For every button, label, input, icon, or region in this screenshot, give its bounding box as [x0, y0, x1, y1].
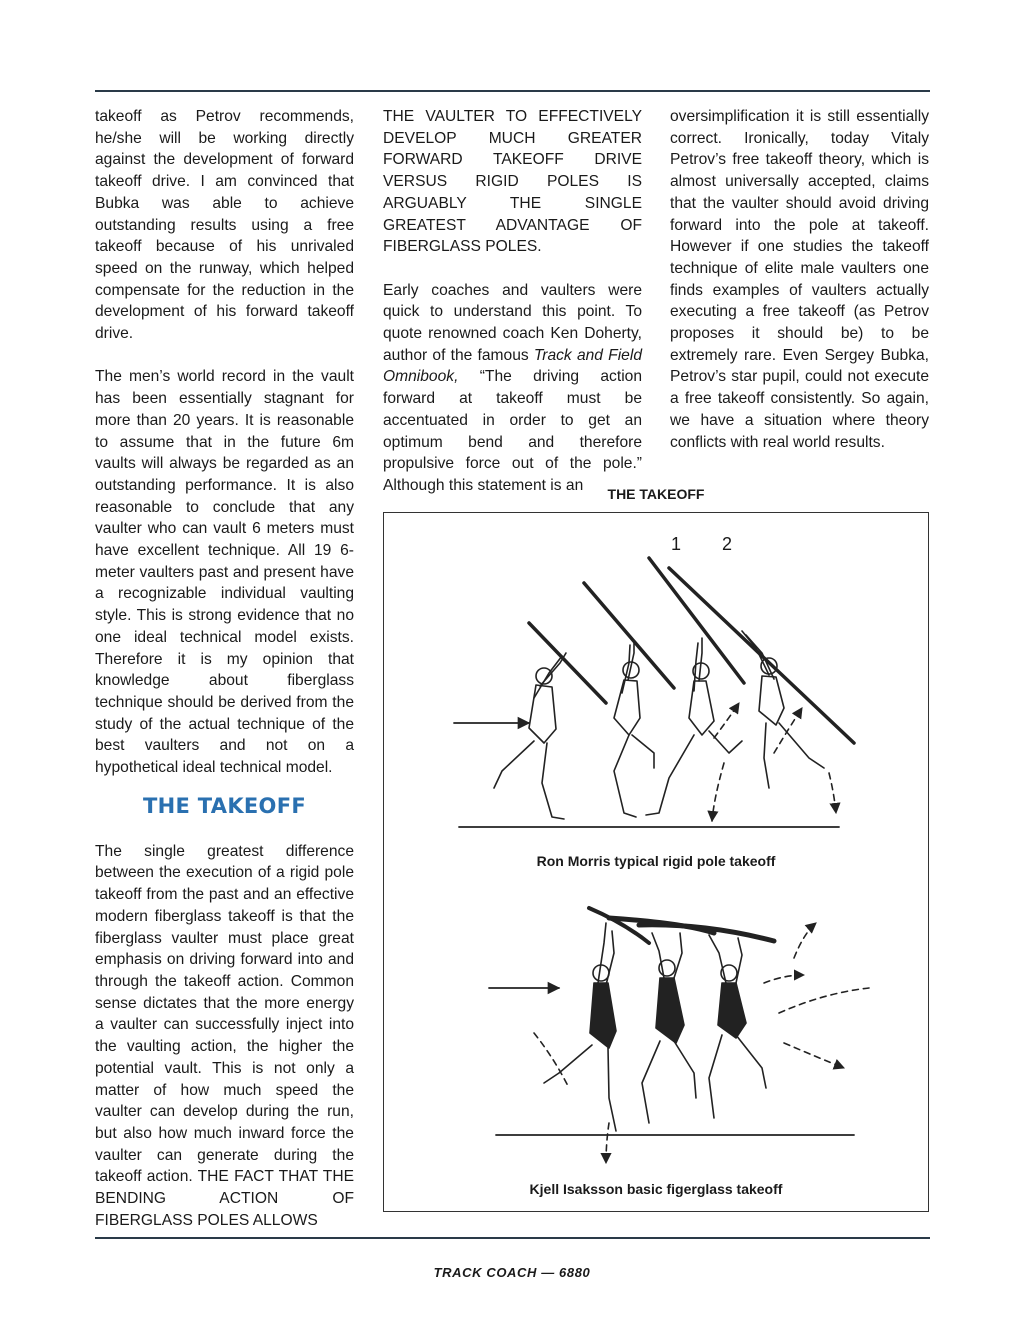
section-title: THE TAKEOFF	[143, 793, 306, 818]
pole-1	[529, 623, 606, 703]
top-rule	[95, 90, 930, 92]
book-title: Track and Field Omnibook,	[383, 346, 642, 386]
caption-fiberglass: Kjell Isaksson basic figerglass takeoff	[529, 1181, 783, 1197]
figure-heading: THE TAKEOFF	[607, 486, 705, 502]
col3-paragraph-1: oversimplification it is still essentially correct. Ironically, today Vitaly Petrov’s free takeoff theory, which is almost universally accepted, claims that the vaulter should avoid driving forward into the pole at takeoff. However if one studies the takeoff technique of elite male vaulters one finds examples of vaulters actually executing a free takeoff (as Petrov proposes it should be) to be extremely rare. Even Sergey Bubka, Petrov’s star pupil, could not execute a free takeoff consistently. So again, we have a situation where theory conflicts with real world results.	[670, 108, 929, 451]
page-footer: TRACK COACH — 6880	[433, 1265, 591, 1280]
col1-paragraph-2: The men’s world record in the vault has been essentially stagnant for more than 20 years. It is reasonable to assume that in the future 6m vaults will always be regarded as an outstanding performance. It is also reasonable to conclude that any vaulter who can vault 6 meters must have excellent technique. All 19 6-meter vaulters past and present have a recognizable individual vaulting style. This is strong evidence that no one ideal technical model exists. Therefore it is my opinion that knowledge about fiberglass technique should be derived from the study of the actual technique of the best vaulters and not on a hypothetical ideal technical model.	[95, 368, 354, 777]
fiberglass-vaulter-3	[709, 935, 766, 1118]
fiberglass-vaulter-1	[544, 923, 616, 1131]
rigid-pole-takeoff-illustration	[454, 558, 854, 827]
caption-rigid-pole: Ron Morris typical rigid pole takeoff	[536, 853, 776, 869]
bottom-rule	[95, 1237, 930, 1239]
vaulter-figure-4	[742, 631, 824, 788]
col2-text-b: “The driving action forward at takeoff must be accentuated in order to get an optimum bend and therefore propulsive force out of the pole.” Although this statement is an	[383, 368, 642, 494]
vaulter-figure-2	[614, 641, 654, 817]
column-3	[670, 106, 929, 453]
column-2	[383, 106, 642, 497]
col1-paragraph-1: takeoff as Petrov recommends, he/she will be working directly against the development of forward takeoff drive. I am convinced that Bubka was able to achieve outstanding results using a free takeoff because of his unrivaled speed on the runway, which helped compensate for the reduction in the development of his forward takeoff drive.	[95, 108, 354, 343]
fiberglass-vaulter-2	[642, 933, 696, 1123]
col1-paragraph-3: The single greatest difference between the execution of a rigid pole takeoff from the past and an effective modern fiberglass takeoff is that the fiberglass vaulter must place great emphasis on driving forward into and through the takeoff action. Common sense dictates that the more energy a vaulter can successfully inject into the vaulting action, the higher the potential vault. This is not only a matter of how much speed the vaulter can develop during the run, but also how much inward force the vaulter can generate during the takeoff action. THE FACT THAT THE BENDING ACTION OF FIBERGLASS POLES ALLOWS	[95, 842, 354, 1229]
figure-box	[383, 512, 929, 1212]
figure-label-1: 1	[671, 534, 682, 554]
col2-text-a: Early coaches and vaulters were quick to understand this point. To quote renowned coach Ken Doherty, author of the famous	[383, 281, 642, 364]
col2-paragraph-2	[383, 280, 642, 497]
figure-label-2: 2	[722, 534, 733, 554]
vaulter-figure-1	[494, 653, 566, 819]
col2-paragraph-1: THE VAULTER TO EFFECTIVELY DEVELOP MUCH GREATER FORWARD TAKEOFF DRIVE VERSUS RIGID POLES IS ARGUABLY THE SINGLE GREATEST ADVANTAGE OF FIBERGLASS POLES.	[383, 108, 642, 256]
vaulter-figure-3	[646, 638, 742, 815]
column-1	[95, 106, 354, 1231]
fiberglass-takeoff-illustration	[489, 908, 869, 1163]
